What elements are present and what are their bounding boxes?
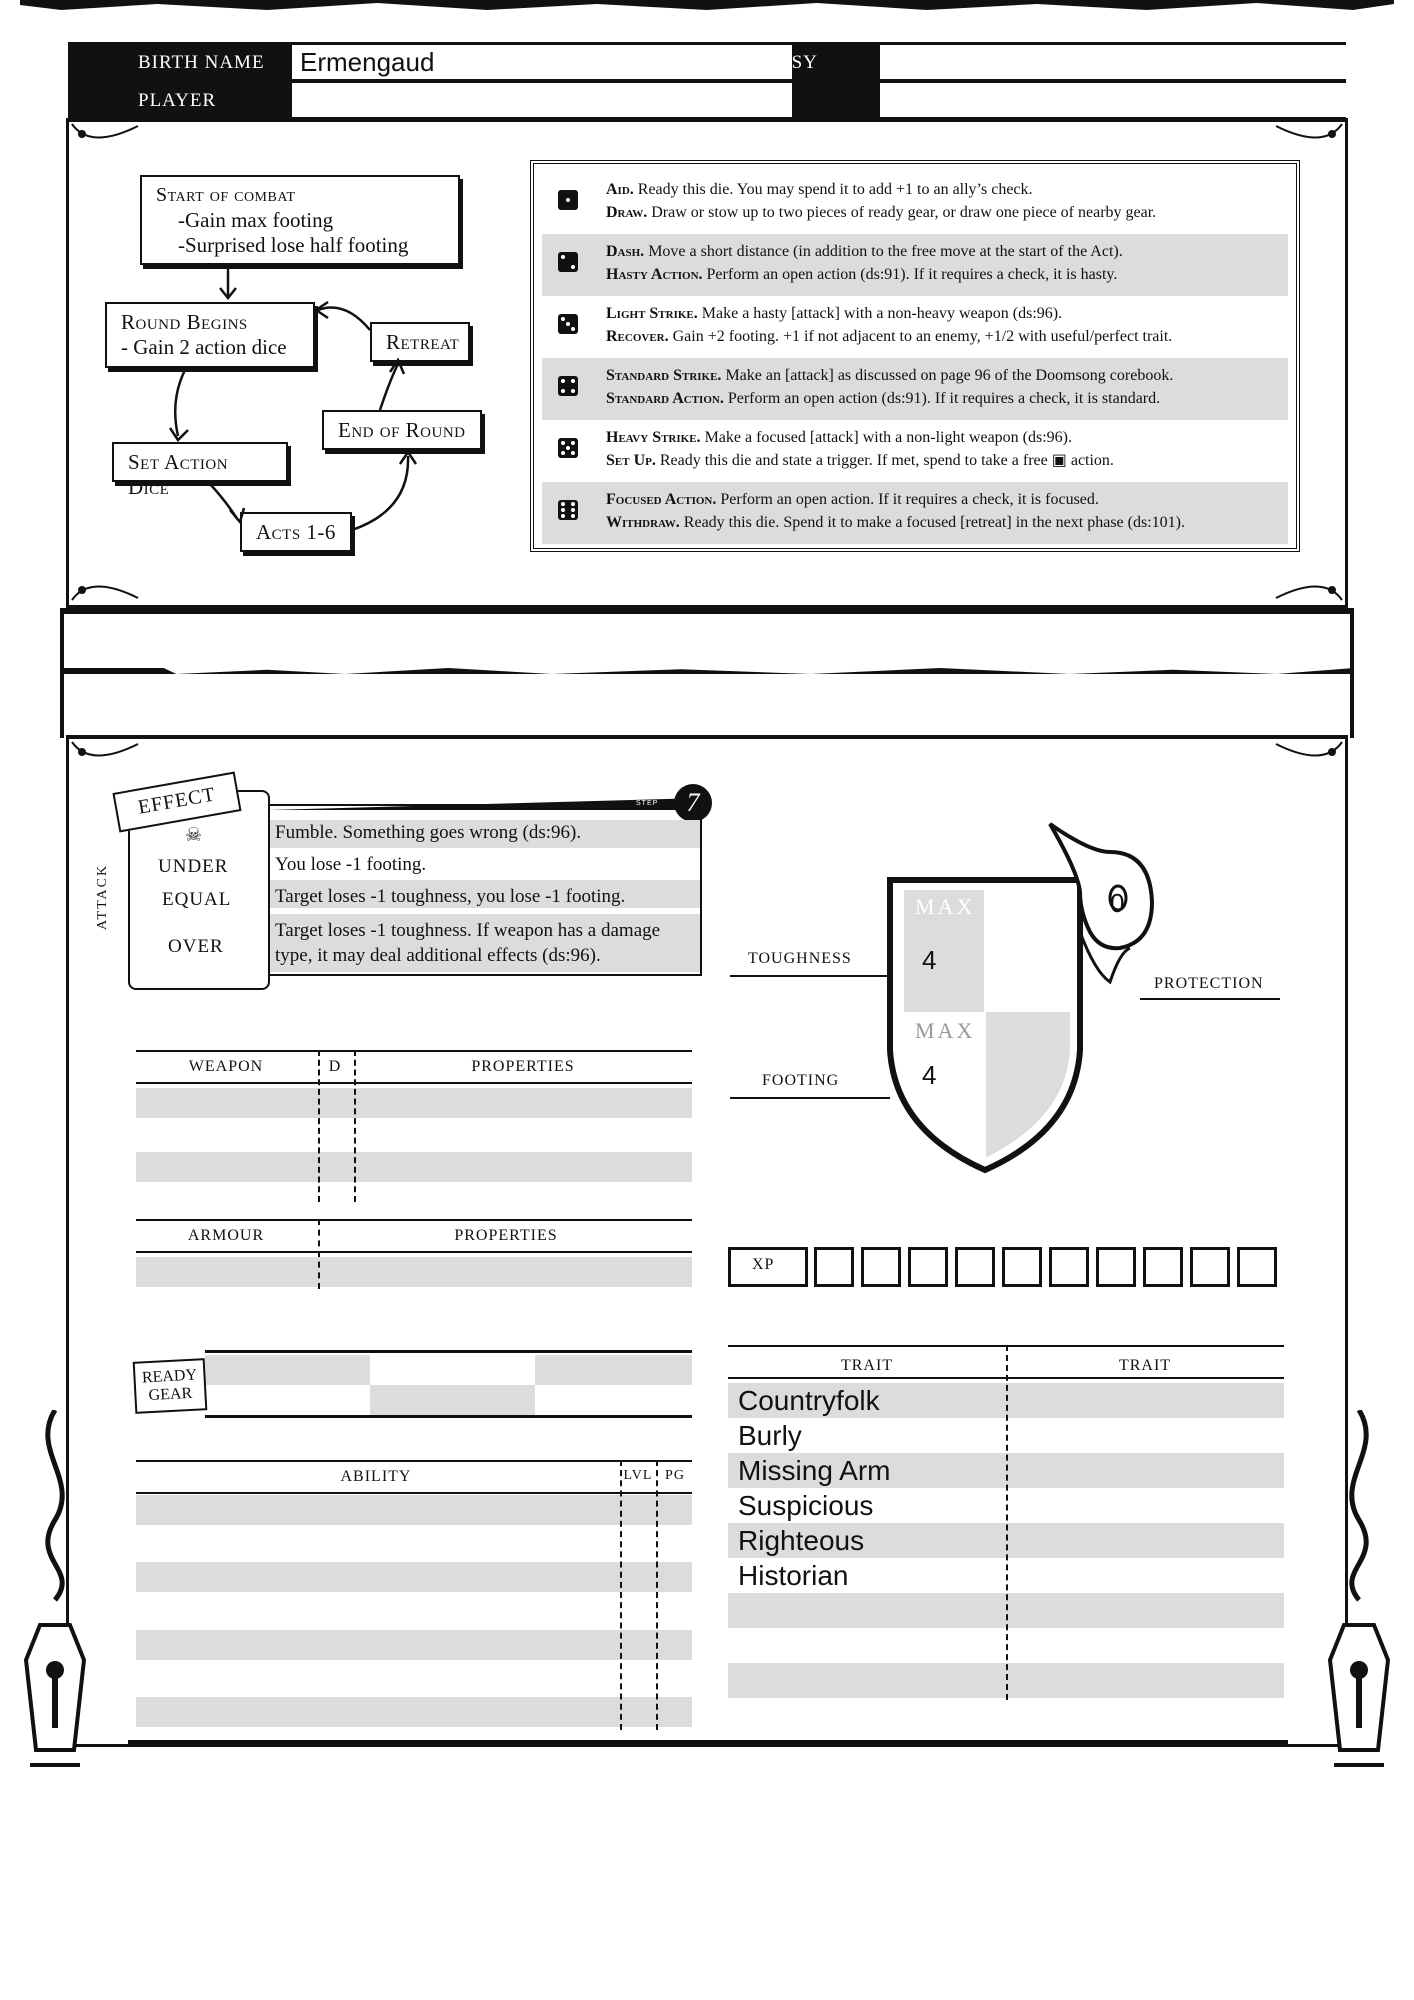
flourish-icon	[70, 740, 140, 770]
weapon-col-divider	[354, 1050, 356, 1202]
flow-end-of-round: End of Round	[322, 410, 482, 450]
damage-col-header: D	[328, 1058, 342, 1075]
action-text: Perform an open action (ds:91). If it requires a check, it is standard.	[723, 390, 1161, 407]
action-dice-panel	[530, 160, 1300, 552]
action-line	[606, 263, 1278, 286]
birth-name-label: BIRTH NAME	[138, 52, 265, 73]
coffin-ornament-icon	[1324, 1410, 1394, 1780]
xp-checkbox[interactable]	[1096, 1247, 1136, 1287]
action-row	[542, 234, 1288, 296]
trait-value[interactable]: Righteous	[738, 1525, 865, 1556]
vow-field[interactable]	[880, 83, 1346, 117]
armour-col-header: ARMOUR	[187, 1227, 265, 1244]
action-name: Standard Strike.	[606, 367, 722, 384]
protection-rule	[1140, 998, 1280, 1000]
action-line	[606, 302, 1278, 325]
ability-col-header: ABILITY	[340, 1468, 412, 1485]
ability-row[interactable]	[136, 1562, 692, 1592]
properties-col-header: PROPERTIES	[454, 1227, 558, 1244]
attack-row-key: OVER	[168, 936, 224, 957]
step-label: STEP	[636, 800, 659, 807]
protection-value[interactable]: 0	[1110, 888, 1125, 918]
footing-max-label: MAX	[915, 1018, 976, 1043]
flow-retreat: Retreat	[370, 322, 470, 362]
armour-row[interactable]	[136, 1257, 692, 1287]
action-name: Standard Action.	[606, 390, 724, 407]
page-col-header: PG	[665, 1468, 685, 1483]
coffin-ornament-icon	[20, 1410, 90, 1780]
die-face-icon	[558, 190, 578, 210]
ability-row[interactable]	[136, 1697, 692, 1727]
ability-table-header	[136, 1460, 692, 1494]
action-line	[606, 178, 1278, 201]
toughness-max-value[interactable]: 4	[922, 945, 937, 975]
toughness-rule	[730, 975, 890, 977]
flow-start-line: -Gain max footing	[178, 208, 334, 232]
xp-checkbox[interactable]	[955, 1247, 995, 1287]
birth-name-field[interactable]: Ermengaud	[292, 45, 792, 79]
action-line	[606, 325, 1278, 348]
xp-checkbox[interactable]	[908, 1247, 948, 1287]
action-name: Withdraw.	[606, 514, 680, 531]
action-text: Ready this die. You may spend it to add +1 to an ally’s check.	[633, 181, 1033, 198]
action-text: Perform an open action (ds:91). If it requires a check, it is hasty.	[702, 266, 1118, 283]
armour-col-divider	[318, 1219, 320, 1289]
action-name: Focused Action.	[606, 491, 717, 508]
action-line	[606, 511, 1278, 534]
ready-gear-label: READY GEAR	[133, 1358, 208, 1414]
divider-grunge-rule	[60, 668, 1354, 674]
action-name: Recover.	[606, 328, 669, 345]
action-text: Make a focused [attack] with a non-light weapon (ds:96).	[700, 429, 1072, 446]
action-text: Ready this die and state a trigger. If met, spend to take a free ▣ action.	[655, 452, 1114, 469]
action-row	[542, 358, 1288, 420]
trait-value[interactable]: Countryfolk	[738, 1385, 880, 1416]
ability-col-divider	[620, 1460, 622, 1730]
attack-side-label: ATTACK	[95, 863, 110, 930]
action-line	[606, 240, 1278, 263]
attack-row-key: UNDER	[158, 856, 229, 877]
xp-checkbox[interactable]	[861, 1247, 901, 1287]
action-line	[606, 201, 1278, 224]
action-name: Light Strike.	[606, 305, 698, 322]
ability-col-divider	[656, 1460, 658, 1730]
xp-checkbox[interactable]	[1049, 1247, 1089, 1287]
trait-col-divider	[1006, 1345, 1008, 1700]
die-face-icon	[558, 376, 578, 396]
flow-round-title: Round Begins	[121, 310, 248, 334]
attack-row-text: Fumble. Something goes wrong (ds:96).	[275, 822, 582, 843]
action-name: Dash.	[606, 243, 645, 260]
left-border-stub	[60, 608, 64, 738]
action-text: Move a short distance (in addition to the free move at the start of the Act).	[644, 243, 1123, 260]
armour-table-header	[136, 1219, 692, 1253]
weapon-col-divider	[318, 1050, 320, 1202]
toughness-max-label: MAX	[915, 894, 976, 919]
flourish-icon	[70, 572, 140, 602]
action-name: Heavy Strike.	[606, 429, 701, 446]
die-face-icon	[558, 252, 578, 272]
action-row	[542, 296, 1288, 358]
toughness-label: TOUGHNESS	[748, 950, 852, 967]
ability-row[interactable]	[136, 1495, 692, 1525]
action-text: Make an [attack] as discussed on page 96 of the Doomsong corebook.	[721, 367, 1174, 384]
action-name: Aid.	[606, 181, 634, 198]
properties-col-header: PROPERTIES	[471, 1058, 575, 1075]
flow-set-action-dice: Set Action Dice	[112, 442, 288, 482]
ability-row[interactable]	[136, 1630, 692, 1660]
right-border-stub	[1350, 608, 1354, 738]
footing-max-value[interactable]: 4	[922, 1060, 937, 1090]
trait-value[interactable]: Suspicious	[738, 1490, 874, 1521]
trait-col-header: TRAIT	[1118, 1357, 1172, 1374]
xp-checkbox[interactable]	[1190, 1247, 1230, 1287]
footing-label: FOOTING	[762, 1072, 840, 1089]
action-row	[542, 172, 1288, 234]
step-value-badge: 7	[674, 784, 712, 822]
flourish-icon	[1274, 740, 1344, 770]
weapon-row[interactable]	[136, 1088, 692, 1118]
xp-checkbox[interactable]	[1002, 1247, 1042, 1287]
ready-gear-slot[interactable]	[535, 1355, 692, 1385]
bottom-rule	[128, 1740, 1288, 1744]
flow-arrows-icon	[0, 0, 520, 560]
protection-label: PROTECTION	[1154, 975, 1264, 992]
attack-row-text: Target loses -1 toughness. If weapon has a damage type, it may deal additional effects (ds:96).	[275, 920, 661, 966]
xp-checkbox[interactable]	[1237, 1247, 1277, 1287]
die-face-icon	[558, 438, 578, 458]
weapon-row[interactable]	[136, 1152, 692, 1182]
action-text: Gain +2 footing. +1 if not adjacent to an enemy, +1/2 with useful/perfect trait.	[668, 328, 1173, 345]
die-face-icon	[558, 500, 578, 520]
divider-rule	[60, 608, 1354, 614]
flow-start-line: -Surprised lose half footing	[178, 233, 409, 257]
weapon-table-header	[136, 1050, 692, 1084]
action-line	[606, 488, 1278, 511]
action-row	[542, 420, 1288, 482]
flow-start-title: Start of combat	[156, 184, 296, 206]
heresy-label: HERESY	[738, 52, 818, 73]
action-name: Hasty Action.	[606, 266, 703, 283]
action-line	[606, 387, 1278, 410]
helmet-icon	[1040, 822, 1160, 1002]
footing-rule	[730, 1097, 890, 1099]
level-col-header: LVL	[623, 1468, 653, 1483]
xp-checkbox[interactable]	[1143, 1247, 1183, 1287]
trait-value[interactable]: Missing Arm	[738, 1455, 891, 1486]
flourish-icon	[1274, 122, 1344, 152]
action-line	[606, 426, 1278, 449]
action-text: Make a hasty [attack] with a non-heavy weapon (ds:96).	[697, 305, 1063, 322]
xp-label: XP	[752, 1256, 775, 1273]
attack-row-text: You lose -1 footing.	[275, 854, 427, 875]
action-name: Draw.	[606, 204, 648, 221]
flourish-icon	[1274, 572, 1344, 602]
attack-row-key: EQUAL	[162, 889, 232, 910]
vow-label: VOW	[738, 90, 787, 111]
player-label: PLAYER	[138, 90, 217, 111]
action-name: Set Up.	[606, 452, 656, 469]
flow-round-line: - Gain 2 action dice	[121, 335, 287, 359]
action-text: Ready this die. Spend it to make a focused [retreat] in the next phase (ds:101).	[679, 514, 1185, 531]
ready-gear-slots	[205, 1350, 692, 1418]
effect-banner: EFFECT	[112, 772, 241, 833]
weapon-col-header: WEAPON	[188, 1058, 264, 1075]
action-line	[606, 449, 1278, 472]
trait-col-header: TRAIT	[840, 1357, 894, 1374]
action-line	[606, 364, 1278, 387]
ready-gear-slot[interactable]	[205, 1355, 370, 1385]
skull-icon: ☠	[185, 825, 203, 846]
attack-row-text: Target loses -1 toughness, you lose -1 footing.	[275, 886, 626, 907]
flow-acts: Acts 1-6	[240, 512, 352, 552]
ready-gear-slot[interactable]	[370, 1385, 535, 1415]
action-text: Draw or stow up to two pieces of ready gear, or draw one piece of nearby gear.	[647, 204, 1157, 221]
action-row	[542, 482, 1288, 544]
trait-value[interactable]: Historian	[738, 1560, 849, 1591]
trait-value[interactable]: Burly	[738, 1420, 802, 1451]
xp-checkbox[interactable]	[814, 1247, 854, 1287]
action-text: Perform an open action. If it requires a check, it is focused.	[716, 491, 1099, 508]
heresy-field[interactable]	[880, 45, 1346, 79]
die-face-icon	[558, 314, 578, 334]
